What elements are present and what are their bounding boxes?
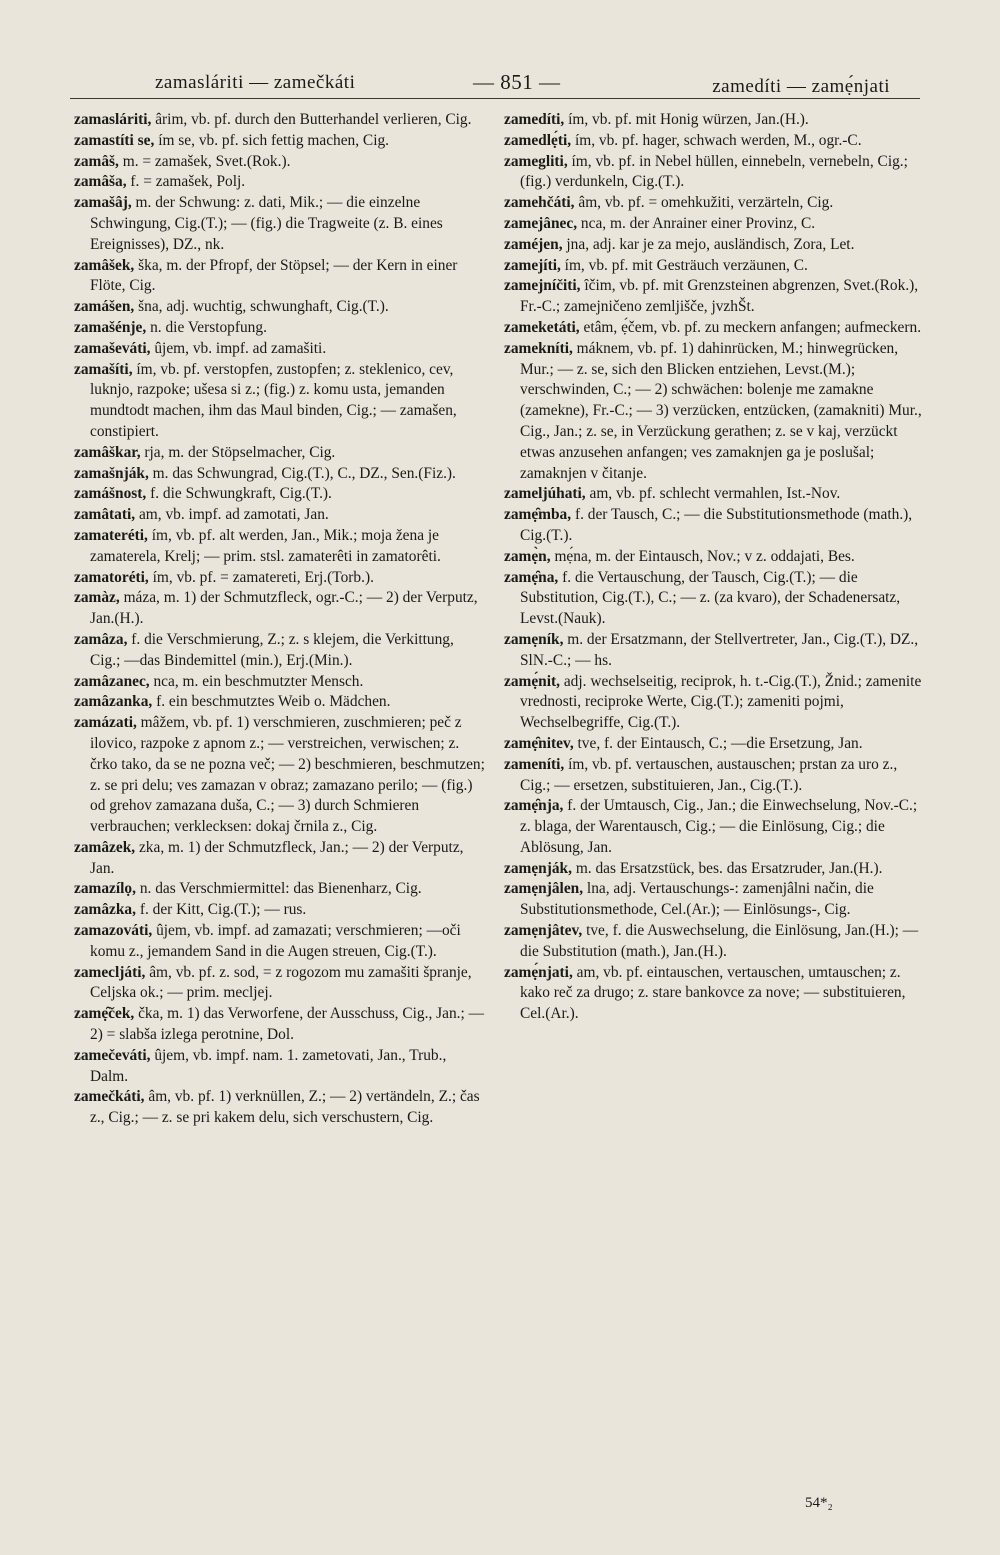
entry-definition: am, vb. pf. schlecht vermahlen, Ist.-Nov. [585,485,841,503]
entry-definition: f. der Kitt, Cig.(T.); — rus. [135,901,307,919]
entry-definition: adj. wechselseitig, reciprok, h. t.-Cig.(T.), Žnid.; zamenite vrednosti, reciproke Werte, Cig.(T.); zameniti pojmi, Wechselbegriffe, Cig.(T.). [520,672,922,732]
dictionary-entry [504,110,924,131]
entry-definition: máza, m. 1) der Schmutzfleck, ogr.-C.; — 2) der Verputz, Jan.(H.). [90,589,478,628]
dictionary-entry [504,547,924,568]
entry-headword: zamâzek, [74,838,136,856]
dictionary-entry [74,110,486,131]
entry-headword: zamedíti, [504,111,565,128]
dictionary-entry [504,505,924,547]
entry-headword: zamâzanka, [74,693,153,711]
entry-definition: ûjem, vb. impf. ad zamazati; verschmieren; —oči komu z., jemandem Sand in die Augen streuen, Cig.(T.). [90,922,461,960]
left-column [74,110,486,1129]
entry-definition: jna, adj. kar je za mejo, ausländisch, Zora, Let. [562,235,855,253]
entry-headword: zamaševáti, [74,339,151,357]
entry-definition: am, vb. impf. ad zamotati, Jan. [135,506,329,524]
entry-definition: nca, m. der Anrainer einer Provinz, C. [577,214,816,232]
entry-definition: ûjem, vb. impf. ad zamašiti. [150,339,327,357]
entry-definition: îčim, vb. pf. mit Grenzsteinen abgrenzen, Svet.(Rok.), Fr.-C.; zamejničeno zemljišče, jvzhŠt. [520,277,919,316]
dictionary-entry [74,568,486,589]
dictionary-entry [74,921,486,963]
entry-definition: ím se, vb. pf. sich fettig machen, Cig. [154,131,390,149]
entry-headword: zamẹ̑na, [504,568,559,586]
entry-headword: zamazílọ, [74,880,136,898]
entry-definition: ím, vb. pf. = zamatereti, Erj.(Torb.). [148,568,374,586]
entry-definition: f. ein beschmutztes Weib o. Mädchen. [152,693,391,711]
dictionary-entry [504,734,924,755]
entry-definition: ím, vb. pf. hager, schwach werden, M., ogr.-C. [571,131,862,149]
entry-headword: zameketáti, [504,318,580,336]
dictionary-entry [504,276,924,318]
dictionary-entry [74,1046,486,1088]
dictionary-entry [74,484,486,505]
entry-headword: zamâškar, [74,443,141,461]
dictionary-entry [504,235,924,256]
dictionary-entry [74,1087,486,1129]
entry-definition: čka, m. 1) das Verworfene, der Ausschuss, Cig., Jan.; — 2) = slabša izlega perotnine, Dol. [90,1005,485,1044]
entry-definition: ím, vb. pf. mit Gesträuch verzäunen, C. [560,256,808,274]
dictionary-entry [74,630,486,672]
entry-definition: am, vb. pf. eintauschen, vertauschen, umtauschen; z. kako reč za drugo; z. stare bankovce za nove; — substituieren, Cel.(Ar.). [520,963,906,1023]
dictionary-entry [74,963,486,1005]
dictionary-entry [74,692,486,713]
entry-definition: etâm, ẹ́čem, vb. pf. zu meckern anfangen; aufmeckern. [579,318,922,336]
dictionary-entry [504,131,924,152]
dictionary-entry [504,630,924,672]
entry-definition: tve, f. die Auswechselung, die Einlösung, Jan.(H.); — die Substitution (math.), Jan.(H.). [520,922,919,960]
dictionary-entry [504,921,924,963]
entry-headword: zamateréti, [74,526,148,544]
right-column [504,110,924,1025]
entry-headword: zamekníti, [504,339,573,357]
dictionary-entry [74,297,486,318]
header-left-range: zamasláriti — zamečkáti [155,72,356,93]
dictionary-entry [74,152,486,173]
dictionary-entry [74,900,486,921]
entry-headword: zameljúhati, [504,485,586,503]
entry-headword: zamedlẹ́ti, [504,131,572,149]
entry-headword: zamẹ̑ček, [74,1005,135,1023]
entry-definition: tve, f. der Eintausch, C.; —die Ersetzung, Jan. [573,734,863,752]
entry-definition: âm, vb. pf. 1) verknüllen, Z.; — 2) vertändeln, Z.; čas z., Cig.; — z. se pri kakem delu, sich verschustern, Cig. [90,1088,480,1127]
entry-definition: lna, adj. Vertauschungs-: zamenjâlni način, die Substitutionsmethode, Cel.(Ar.); — Einlösungs-, Cig. [520,880,874,919]
entry-headword: zamẹ̑nja, [504,797,564,815]
entry-headword: zamẹ́njati, [504,963,573,981]
entry-definition: ím, vb. pf. verstopfen, zustopfen; z. steklenico, cev, luknjo, razpoke; ušesa si z.; (fig.) z. komu usta, jemanden mundtodt machen, ihm das Maul binden, Cig.; — zamašen, constipiert. [90,360,457,440]
entry-headword: zamázati, [74,714,137,732]
entry-definition: ím, vb. pf. alt werden, Jan., Mik.; moja žena je zamaterela, Krelj; — prim. stsl. zamaterêti in zamatorêti. [90,526,441,565]
entry-definition: m. der Ersatzmann, der Stellvertreter, Jan., Cig.(T.), DZ., SlN.-C.; — hs. [520,630,919,669]
entry-definition: f. die Verschmierung, Z.; z. s klejem, die Verkittung, Cig.; —das Bindemittel (min.), Erj.(Min.). [90,630,454,669]
dictionary-entry [74,339,486,360]
entry-definition: šna, adj. wuchtig, schwunghaft, Cig.(T.). [134,298,389,316]
dictionary-entry [74,256,486,298]
entry-headword: zameníti, [504,755,565,773]
entry-definition: f. der Umtausch, Cig., Jan.; die Einwechselung, Nov.-C.; z. blaga, der Warentausch, Cig.; — die Einlösung, Cig.; die Ablösung, Jan. [520,797,918,856]
dictionary-entry [504,339,924,485]
entry-definition: f. = zamašek, Polj. [126,173,246,191]
entry-definition: f. der Tausch, C.; — die Substitutionsmethode (math.), Cig.(T.). [520,506,913,544]
entry-headword: zamâzanec, [74,672,150,690]
entry-headword: zamẹ́nit, [504,672,560,690]
entry-headword: zamečeváti, [74,1046,151,1064]
dictionary-entry [74,443,486,464]
dictionary-entry [504,859,924,880]
dictionary-entry [504,672,924,734]
dictionary-entry [504,318,924,339]
dictionary-entry [74,193,486,255]
entry-headword: zamẹník, [504,630,564,648]
page-header [110,62,890,97]
dictionary-entry [504,484,924,505]
entry-definition: ím, vb. pf. in Nebel hüllen, einnebeln, vernebeln, Cig.; (fig.) verdunkeln, Cig.(T.). [520,152,908,191]
entry-headword: zamẹnjâlen, [504,880,584,898]
entry-headword: zaméjen, [504,235,563,253]
entry-headword: zamâza, [74,630,128,648]
entry-definition: nca, m. ein beschmutzter Mensch. [149,672,364,690]
dictionary-entry [74,318,486,339]
entry-headword: zamášnost, [74,485,147,503]
dictionary-entry [74,526,486,568]
dictionary-entry [74,713,486,838]
dictionary-entry [74,464,486,485]
header-right-range: zamedíti — zamẹ́njati [712,76,890,97]
entry-definition: m. das Schwungrad, Cig.(T.), C., DZ., Sen.(Fiz.). [148,464,456,482]
entry-headword: zamẹ̑mba, [504,506,572,524]
dictionary-entry [74,838,486,880]
page-number: — 851 — [473,70,561,94]
entry-headword: zamecljáti, [74,963,146,981]
entry-definition: zka, m. 1) der Schmutzfleck, Jan.; — 2) der Verputz, Jan. [90,838,464,877]
entry-headword: zamášen, [74,298,135,316]
entry-headword: zamẹnják, [504,859,572,877]
dictionary-entry [504,214,924,235]
entry-headword: zamejânec, [504,214,578,232]
entry-definition: f. die Schwungkraft, Cig.(T.). [146,485,332,503]
entry-headword: zamẹ̀n, [504,547,551,565]
entry-headword: zamẹnjâtev, [504,922,583,940]
dictionary-entry [74,172,486,193]
dictionary-entry [504,256,924,277]
entry-definition: ârim, vb. pf. durch den Butterhandel verlieren, Cig. [151,111,472,128]
entry-definition: n. die Verstopfung. [146,318,267,336]
entry-definition: m. = zamašek, Svet.(Rok.). [118,152,291,170]
entry-headword: zamegliti, [504,152,568,170]
dictionary-entry [74,1004,486,1046]
dictionary-entry [504,755,924,797]
entry-headword: zamâtati, [74,506,136,524]
entry-headword: zamâša, [74,173,127,191]
entry-headword: zamašnják, [74,464,149,482]
entry-headword: zamejíti, [504,256,561,274]
entry-headword: zamazováti, [74,922,153,940]
entry-definition: n. das Verschmiermittel: das Bienenharz, Cig. [135,880,422,898]
dictionary-entry [74,879,486,900]
entry-headword: zamašíti, [74,360,133,378]
dictionary-entry [74,360,486,443]
entry-definition: ím, vb. pf. mit Honig würzen, Jan.(H.). [564,111,809,128]
entry-definition: ška, m. der Pfropf, der Stöpsel; — der Kern in einer Flöte, Cig. [90,256,458,295]
entry-headword: zamejníčiti, [504,277,581,295]
dictionary-entry [504,963,924,1025]
dictionary-entry [504,879,924,921]
entry-headword: zamečkáti, [74,1088,145,1106]
entry-headword: zamašâj, [74,194,132,212]
entry-headword: zamatoréti, [74,568,149,586]
entry-definition: máknem, vb. pf. 1) dahinrücken, M.; hinwegrücken, Mur.; — z. se, sich den Blicken entziehen, Levst.(M.); verschwinden, C.; — 2) schwächen: bolenje me zamakne (zamekne), Fr.-C.; — 3) verzücken, entzücken, (zamakniti) Mur., Cig., Jan.; z. se, in Verzückung gerathen; z. se v kaj, verzückt etwas anzusehen anfangen; ves zamaknjen ga je poslušal; zamaknjen v čitanje. [520,339,922,482]
entry-definition: ûjem, vb. impf. nam. 1. zametovati, Jan., Trub., Dalm. [90,1046,447,1085]
dictionary-entry [74,505,486,526]
header-rule [70,98,920,99]
dictionary-entry [504,152,924,194]
dictionary-entry [74,588,486,630]
entry-headword: zamẹ̑nitev, [504,734,574,752]
entry-definition: âm, vb. pf. = omehkužiti, verzärteln, Cig. [574,194,834,212]
entry-headword: zamâzka, [74,901,136,919]
entry-definition: rja, m. der Stöpselmacher, Cig. [140,443,336,461]
entry-headword: zamâšek, [74,256,135,274]
dictionary-entry [504,193,924,214]
entry-headword: zamastíti se, [74,131,155,149]
entry-headword: zamâš, [74,152,119,170]
entry-definition: ím, vb. pf. vertauschen, austauschen; prstan za uro z., Cig.; — ersetzen, substituieren, Jan., Cig.(T.). [520,755,898,794]
dictionary-entry [74,672,486,693]
dictionary-entry [504,796,924,858]
entry-definition: mẹ́na, m. der Eintausch, Nov.; v z. oddajati, Bes. [550,547,855,565]
entry-definition: m. das Ersatzstück, bes. das Ersatzruder, Jan.(H.). [571,859,883,877]
entry-definition: f. die Vertauschung, der Tausch, Cig.(T.); — die Substitution, Cig.(T.), C.; — z. (za kvaro), der Schadenersatz, Levst.(Nauk). [520,568,901,628]
entry-headword: zamàz, [74,589,120,607]
entry-definition: mâžem, vb. pf. 1) verschmieren, zuschmieren; peč z ilovico, razpoke z apnom z.; — verstreichen, verwischen; z. črko tako, da se ne pozna več; — 2) beschmieren, beschmutzen; z. se pri delu; ves zamazan v obraz; zamazano perilo; — (fig.) od grehov zamazana duša, C.; — 3) durch Schmieren verbrauchen; verklecksen: dokaj črnila z., Cig. [90,714,485,836]
entry-headword: zamašénje, [74,318,147,336]
entry-headword: zamasláriti, [74,111,152,128]
entry-definition: m. der Schwung: z. dati, Mik.; — die einzelne Schwingung, Cig.(T.); — (fig.) die Tragweite (z. B. eines Ereignisses), DZ., nk. [90,194,443,253]
dictionary-entry [504,568,924,630]
entry-headword: zamehčáti, [504,194,575,212]
dictionary-entry [74,131,486,152]
entry-definition: âm, vb. pf. z. sod, = z rogozom mu zamašiti špranje, Celjska ok.; — prim. mecljej. [90,963,472,1002]
signature-mark: 54*₂ [805,1495,833,1511]
